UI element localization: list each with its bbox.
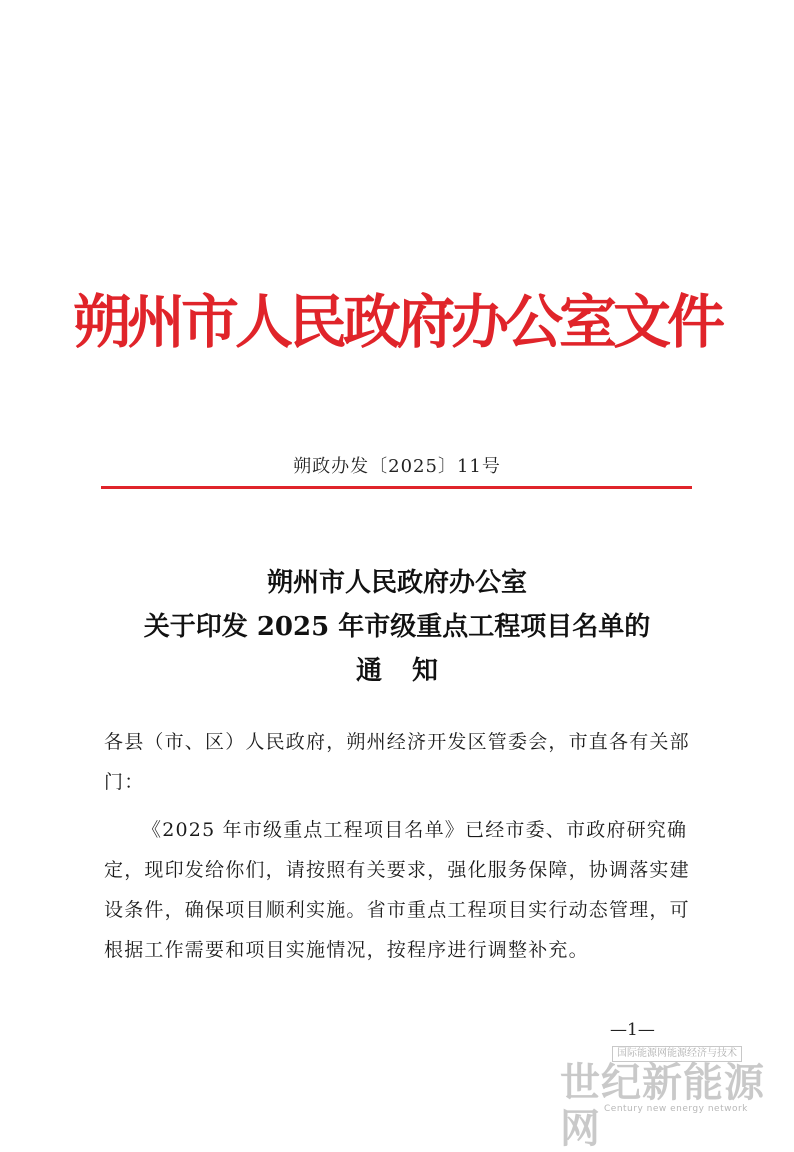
issuer-header: 朔州市人民政府办公室文件 xyxy=(72,288,721,356)
watermark-box-text: 国际能源网能源经济与技术 xyxy=(612,1046,742,1062)
page-number: —1— xyxy=(610,1020,655,1040)
document-number: 朔政办发〔2025〕11号 xyxy=(293,456,501,477)
red-divider xyxy=(101,486,692,489)
body-paragraph: 《2025 年市级重点工程项目名单》已经市委、市政府研究确定，现印发给你们，请按照有关要求，强化服务保障，协调落实建设条件，确保项目顺利实施。省市重点工程项目实行动态管理，可根据工作需要和项目实施情况，按程序进行调整补充。 xyxy=(104,819,690,961)
title-line-2: 关于印发 2025 年市级重点工程项目名单的 xyxy=(143,612,651,642)
document-body xyxy=(104,722,690,970)
title-line-1: 朔州市人民政府办公室 xyxy=(266,568,527,598)
watermark-subtitle: Century new energy network xyxy=(604,1104,748,1114)
watermark-logo: 世纪新能源网 xyxy=(560,1060,765,1152)
salutation: 各县（市、区）人民政府，朔州经济开发区管委会，市直各有关部门： xyxy=(104,731,690,793)
document-title xyxy=(0,561,794,693)
title-line-3: 通知 xyxy=(355,656,468,686)
